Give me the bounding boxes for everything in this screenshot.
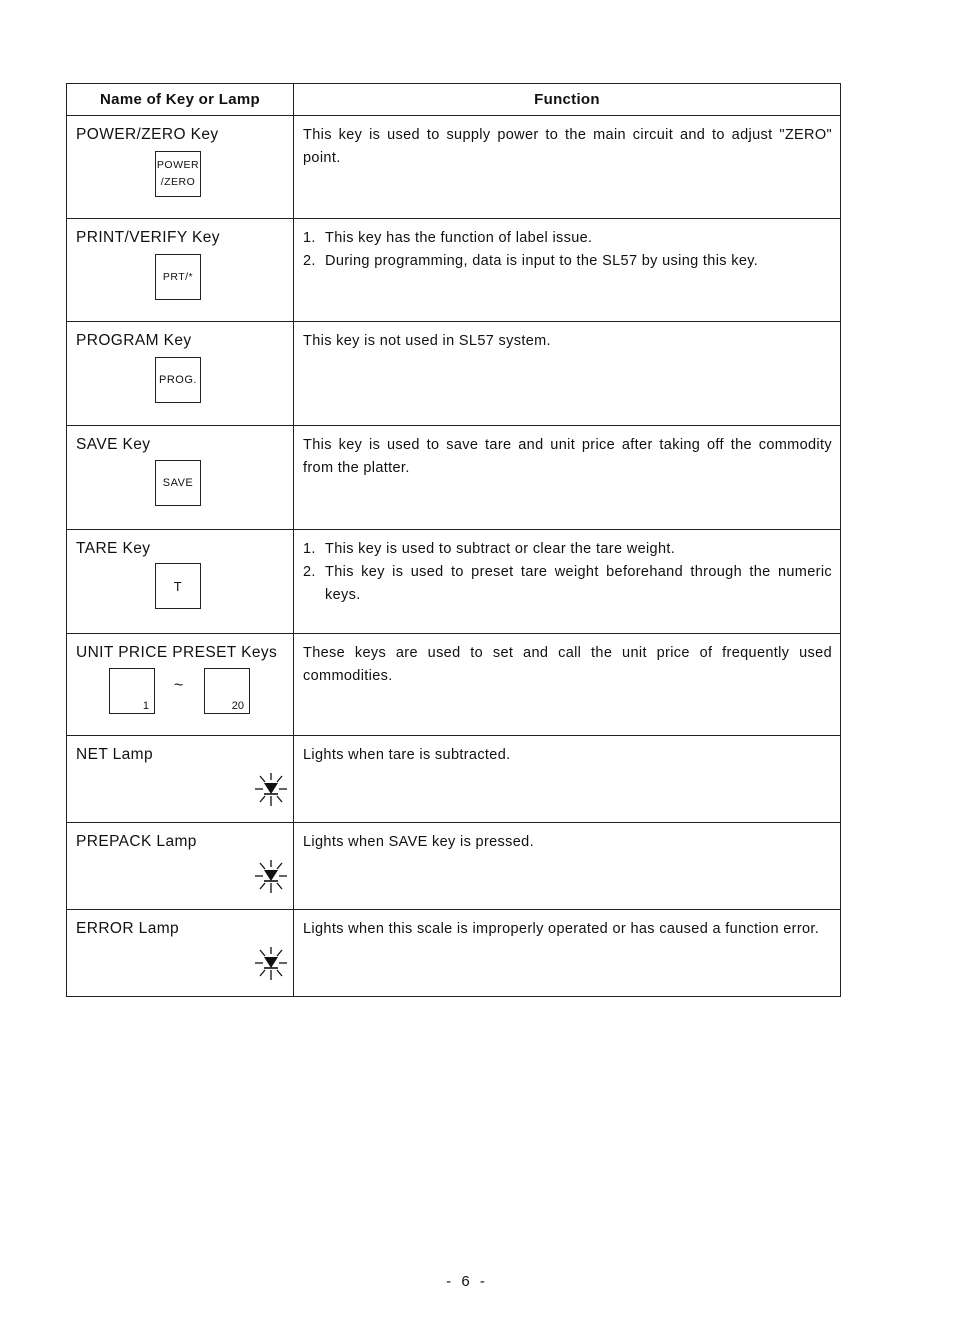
function-cell [294,823,841,910]
function-cell [294,736,841,823]
table-row [67,426,841,530]
name-cell [67,219,294,322]
name-cell [67,530,294,634]
list-item: 2. During programming, data is input to the SL57 by using this key. [303,253,759,269]
table-row [67,116,841,219]
name-cell [67,116,294,219]
key-name: PRINT/VERIFY Key [76,229,220,246]
table-row [67,322,841,426]
key-name: SAVE Key [76,436,151,453]
lamp-lit-icon [253,772,289,808]
function-cell [294,634,841,736]
name-cell [67,823,294,910]
function-cell [294,219,841,322]
header-name-column: Name of Key or Lamp [67,84,294,116]
name-cell [67,426,294,530]
list-item: 1. This key is used to subtract or clear the tare weight. [303,541,676,557]
function-text: Lights when this scale is improperly operated or has caused a function error. [303,921,820,937]
lamp-lit-icon [253,946,289,982]
power-zero-key-icon: POWER /ZERO [155,151,201,197]
preset-key-first-icon: 1 [109,668,155,714]
table-header-row [67,84,841,116]
table-row [67,219,841,322]
range-separator: ~ [174,677,184,694]
function-cell [294,530,841,634]
function-text: These keys are used to set and call the unit price of frequently used commodities. [303,645,832,684]
function-text: Lights when SAVE key is pressed. [303,834,534,850]
function-list [303,538,832,607]
function-text: Lights when tare is subtracted. [303,747,511,763]
name-cell [67,634,294,736]
save-key-icon: SAVE [155,460,201,506]
key-name: ERROR Lamp [76,920,180,937]
name-cell [67,322,294,426]
list-item: 2. This key is used to preset tare weight beforehand through the numeric keys. [303,564,832,603]
function-list [303,227,832,273]
lamp-lit-icon [253,859,289,895]
key-name: TARE Key [76,540,151,557]
table-row [67,823,841,910]
list-item: 1. This key has the function of label issue. [303,230,593,246]
header-function-column: Function [294,84,841,116]
key-name: PROGRAM Key [76,332,192,349]
tare-key-icon: T [155,563,201,609]
table-row [67,736,841,823]
function-cell [294,116,841,219]
table-row [67,634,841,736]
function-cell [294,910,841,997]
page-number: - 6 - [446,1273,488,1290]
table-row [67,530,841,634]
program-key-icon: PROG. [155,357,201,403]
table-row [67,910,841,997]
key-function-table [66,83,841,997]
name-cell [67,910,294,997]
key-name: POWER/ZERO Key [76,126,219,143]
function-text: This key is used to save tare and unit price after taking off the commodity from the platter. [303,437,832,476]
key-name: PREPACK Lamp [76,833,197,850]
name-cell [67,736,294,823]
print-verify-key-icon: PRT/* [155,254,201,300]
key-name: NET Lamp [76,746,153,763]
preset-key-last-icon: 20 [204,668,250,714]
key-name: UNIT PRICE PRESET Keys [76,644,278,661]
function-cell [294,426,841,530]
function-cell [294,322,841,426]
function-text: This key is not used in SL57 system. [303,333,551,349]
function-text: This key is used to supply power to the main circuit and to adjust "ZERO" point. [303,127,832,166]
